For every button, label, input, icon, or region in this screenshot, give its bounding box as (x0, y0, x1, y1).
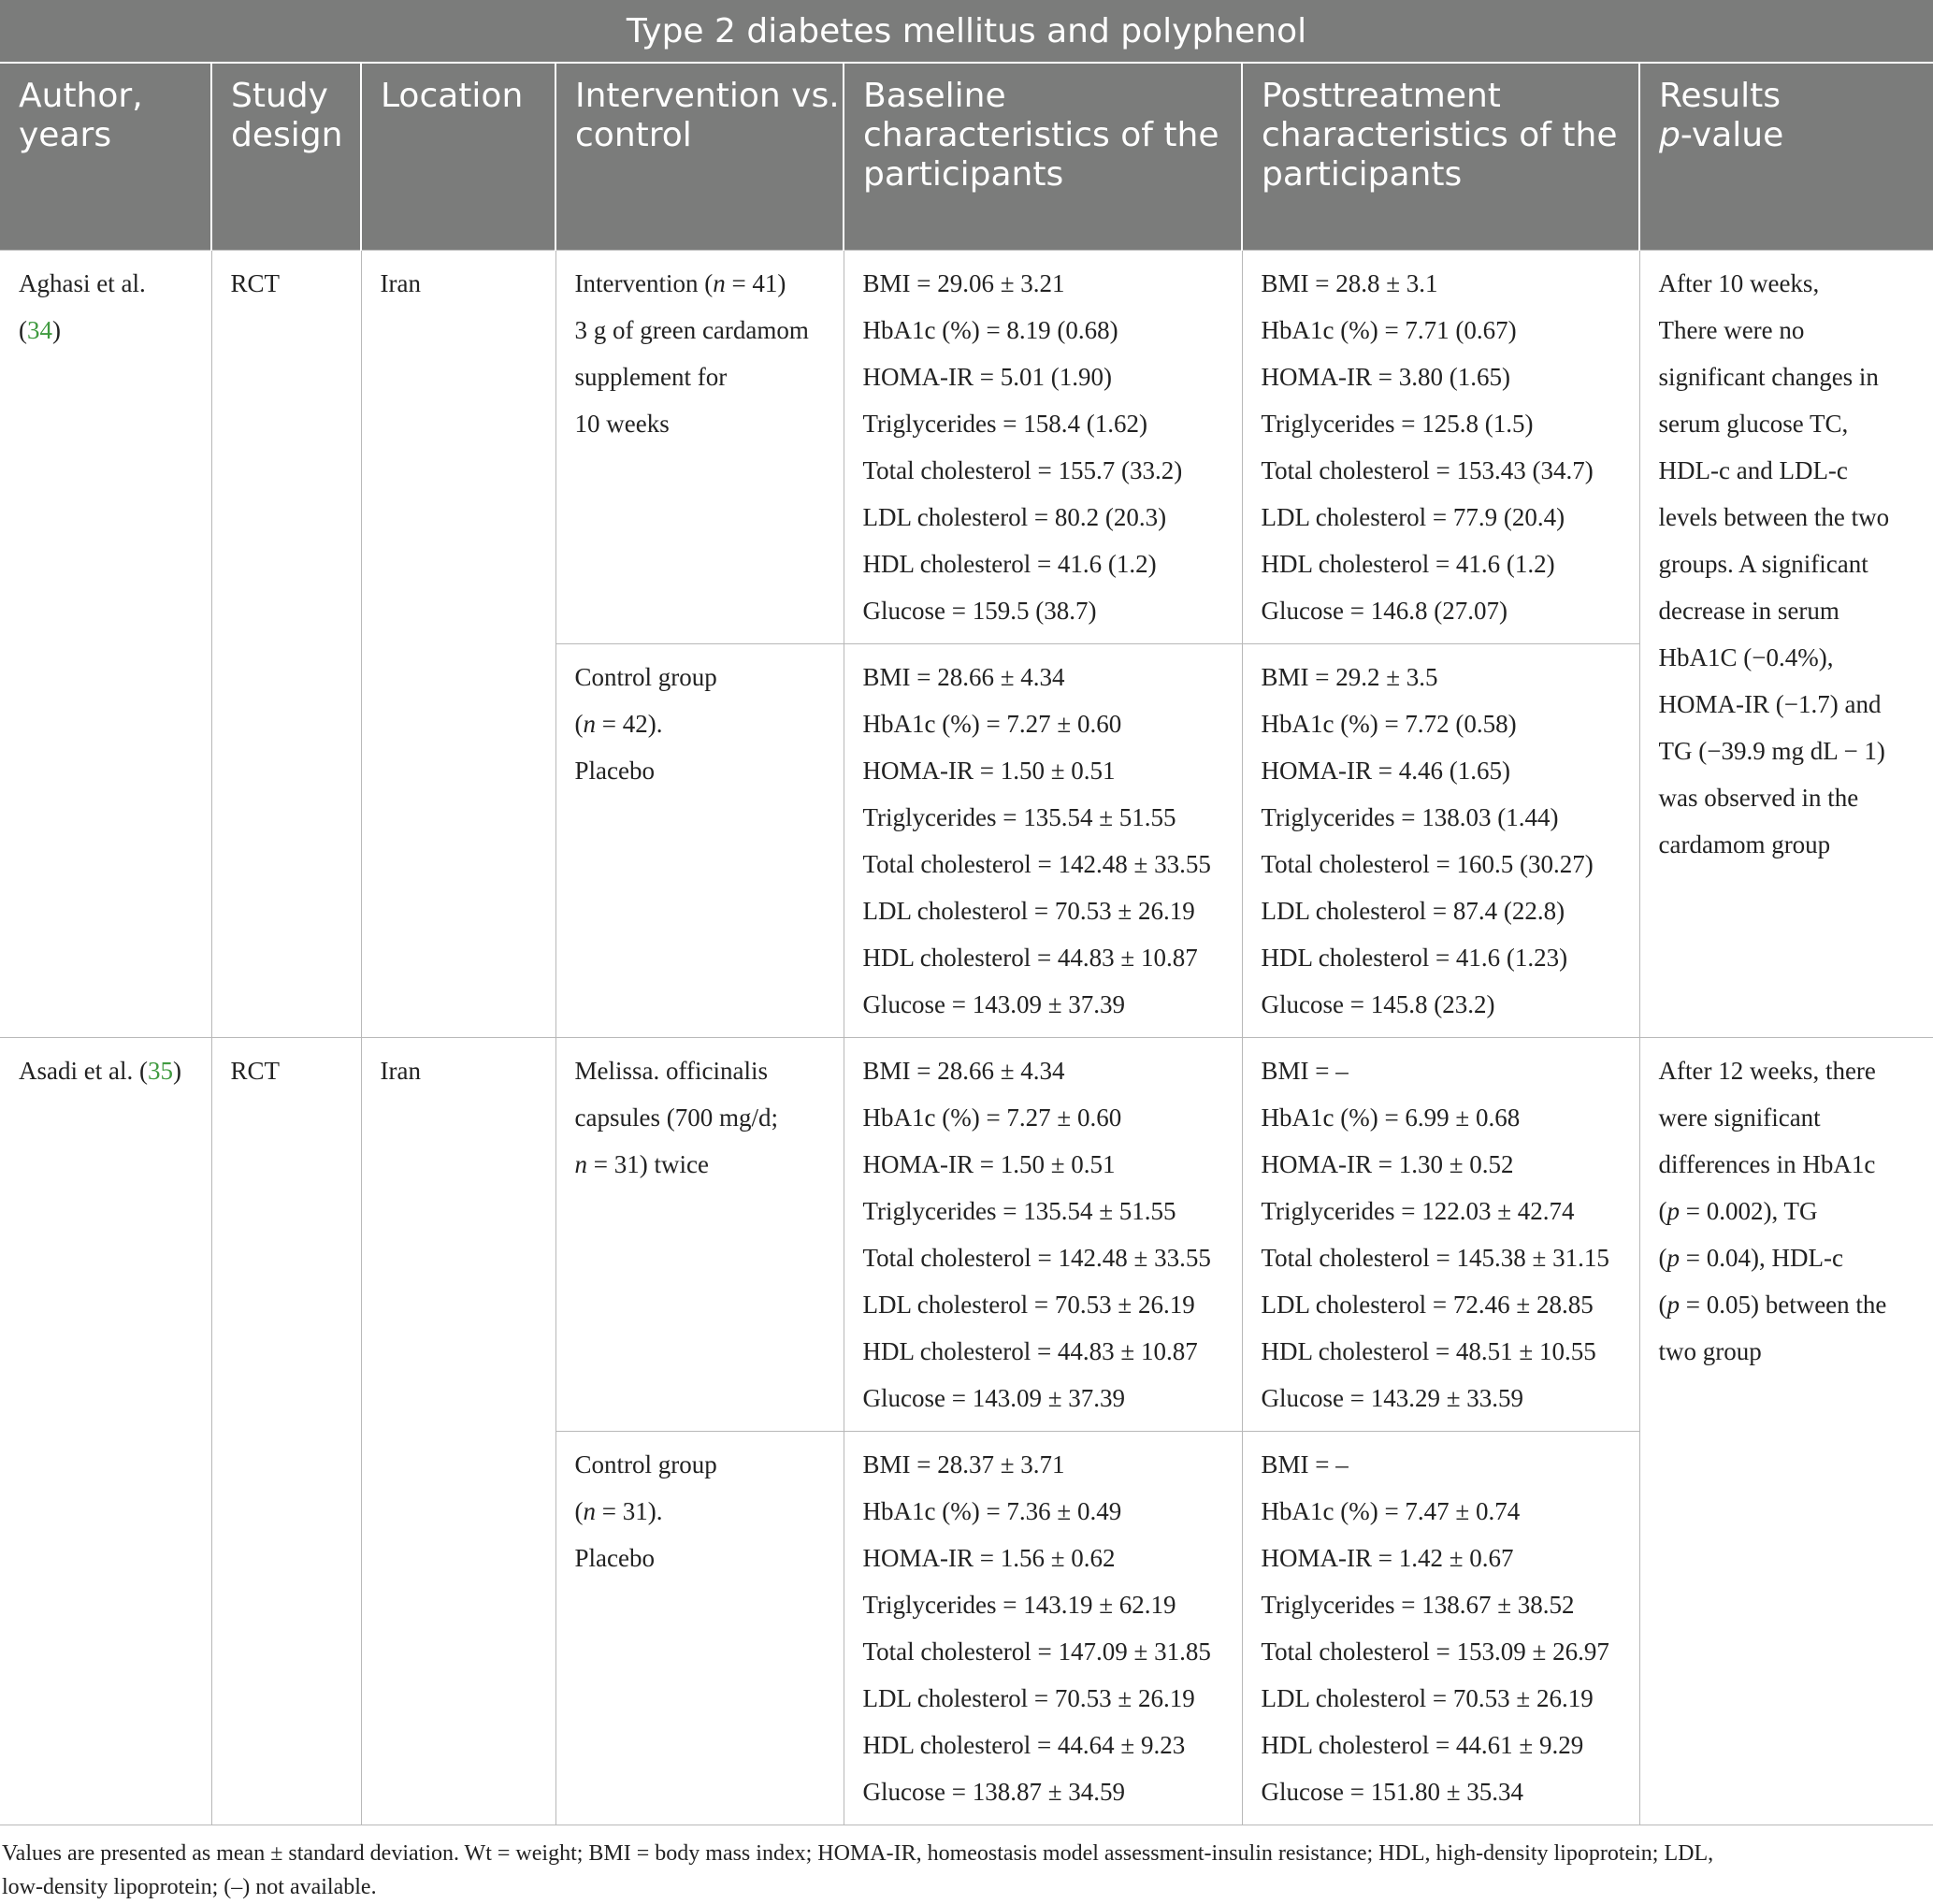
header-baseline-line: participants (863, 155, 1064, 194)
header-design-line: Study (231, 77, 328, 115)
header-post-line: participants (1262, 155, 1463, 194)
header-location-line: Location (381, 77, 524, 115)
intervention-cell: Intervention (n = 41) 3 g of green cardamom supplement for 10 weeks (555, 250, 844, 643)
posttreatment-cell: BMI = – HbA1c (%) = 7.47 ± 0.74 HOMA-IR = 1.42 ± 0.67 Triglycerides = 138.67 ± 38.52 Total cholesterol = 153.09 ± 26.97 LDL cholesterol = 70.53 ± 26.19 HDL cholesterol = 44.61 ± 9.29 Glucose = 151.80 ± 35.34 (1242, 1431, 1639, 1825)
header-study-design (211, 63, 361, 250)
intervention-cell: Melissa. officinalis capsules (700 mg/d; n = 31) twice (555, 1037, 844, 1431)
study-design-cell: RCT (211, 250, 361, 1037)
header-baseline-line: characteristics of the (863, 116, 1219, 154)
author-cell: Aghasi et al. (34) (0, 250, 211, 1037)
results-cell: After 10 weeks, There were no significant changes in serum glucose TC, HDL-c and LDL-c levels between the two groups. A significant decrease in serum HbA1C (−0.4%), HOMA-IR (−1.7) and TG (−39.9 mg dL − 1) was observed in the cardamom group (1639, 250, 1933, 1037)
posttreatment-cell: BMI = 29.2 ± 3.5 HbA1c (%) = 7.72 (0.58) HOMA-IR = 4.46 (1.65) Triglycerides = 138.03 (1.44) Total cholesterol = 160.5 (30.27) LDL cholesterol = 87.4 (22.8) HDL cholesterol = 41.6 (1.23) Glucose = 145.8 (23.2) (1242, 643, 1639, 1037)
header-intervention-line: Intervention vs. (575, 77, 840, 115)
table-title-row (0, 0, 1933, 63)
header-posttreatment (1242, 63, 1639, 250)
header-design-line: design (231, 116, 343, 154)
location-cell: Iran (361, 1037, 555, 1825)
header-baseline (844, 63, 1242, 250)
header-author-line: years (19, 116, 112, 154)
header-intervention (555, 63, 844, 250)
baseline-cell: BMI = 28.66 ± 4.34 HbA1c (%) = 7.27 ± 0.60 HOMA-IR = 1.50 ± 0.51 Triglycerides = 135.54 ± 51.55 Total cholesterol = 142.48 ± 33.55 LDL cholesterol = 70.53 ± 26.19 HDL cholesterol = 44.83 ± 10.87 Glucose = 143.09 ± 37.39 (844, 643, 1242, 1037)
header-post-line: characteristics of the (1262, 116, 1618, 154)
header-baseline-line: Baseline (863, 77, 1006, 115)
header-author-line: Author, (19, 77, 143, 115)
table-header-row (0, 63, 1933, 250)
posttreatment-cell: BMI = – HbA1c (%) = 6.99 ± 0.68 HOMA-IR = 1.30 ± 0.52 Triglycerides = 122.03 ± 42.74 Total cholesterol = 145.38 ± 31.15 LDL cholesterol = 72.46 ± 28.85 HDL cholesterol = 48.51 ± 10.55 Glucose = 143.29 ± 33.59 (1242, 1037, 1639, 1431)
table-row (0, 1037, 1933, 1431)
baseline-cell: BMI = 28.66 ± 4.34 HbA1c (%) = 7.27 ± 0.60 HOMA-IR = 1.50 ± 0.51 Triglycerides = 135.54 ± 51.55 Total cholesterol = 142.48 ± 33.55 LDL cholesterol = 70.53 ± 26.19 HDL cholesterol = 44.83 ± 10.87 Glucose = 143.09 ± 37.39 (844, 1037, 1242, 1431)
citation-link[interactable]: 35 (147, 1056, 173, 1085)
results-cell: After 12 weeks, there were significant differences in HbA1c (p = 0.002), TG (p = 0.04), HDL-c (p = 0.05) between the two group (1639, 1037, 1933, 1825)
baseline-cell: BMI = 29.06 ± 3.21 HbA1c (%) = 8.19 (0.68) HOMA-IR = 5.01 (1.90) Triglycerides = 158.4 (1.62) Total cholesterol = 155.7 (33.2) LDL cholesterol = 80.2 (20.3) HDL cholesterol = 41.6 (1.2) Glucose = 159.5 (38.7) (844, 250, 1242, 643)
header-results-line: Results (1659, 77, 1781, 115)
header-location (361, 63, 555, 250)
header-author (0, 63, 211, 250)
study-design-cell: RCT (211, 1037, 361, 1825)
control-cell: Control group (n = 31). Placebo (555, 1431, 844, 1825)
table-footnote: Values are presented as mean ± standard deviation. Wt = weight; BMI = body mass index; HOMA-IR, homeostasis model assessment-insulin resistance; HDL, high-density lipoprotein; LDL, low-density lipoprotein; (–) not available. (2, 1840, 1714, 1899)
control-cell: Control group (n = 42). Placebo (555, 643, 844, 1037)
table-title: Type 2 diabetes mellitus and polyphenol (0, 0, 1933, 63)
author-cell: Asadi et al. (35) (0, 1037, 211, 1825)
baseline-cell: BMI = 28.37 ± 3.71 HbA1c (%) = 7.36 ± 0.49 HOMA-IR = 1.56 ± 0.62 Triglycerides = 143.19 ± 62.19 Total cholesterol = 147.09 ± 31.85 LDL cholesterol = 70.53 ± 26.19 HDL cholesterol = 44.64 ± 9.23 Glucose = 138.87 ± 34.59 (844, 1431, 1242, 1825)
header-results (1639, 63, 1933, 250)
header-results-line: p-value (1659, 116, 1784, 154)
header-intervention-line: control (575, 116, 692, 154)
table-row (0, 250, 1933, 643)
location-cell: Iran (361, 250, 555, 1037)
citation-link[interactable]: 34 (27, 315, 52, 344)
header-post-line: Posttreatment (1262, 77, 1501, 115)
posttreatment-cell: BMI = 28.8 ± 3.1 HbA1c (%) = 7.71 (0.67) HOMA-IR = 3.80 (1.65) Triglycerides = 125.8 (1.5) Total cholesterol = 153.43 (34.7) LDL cholesterol = 77.9 (20.4) HDL cholesterol = 41.6 (1.2) Glucose = 146.8 (27.07) (1242, 250, 1639, 643)
